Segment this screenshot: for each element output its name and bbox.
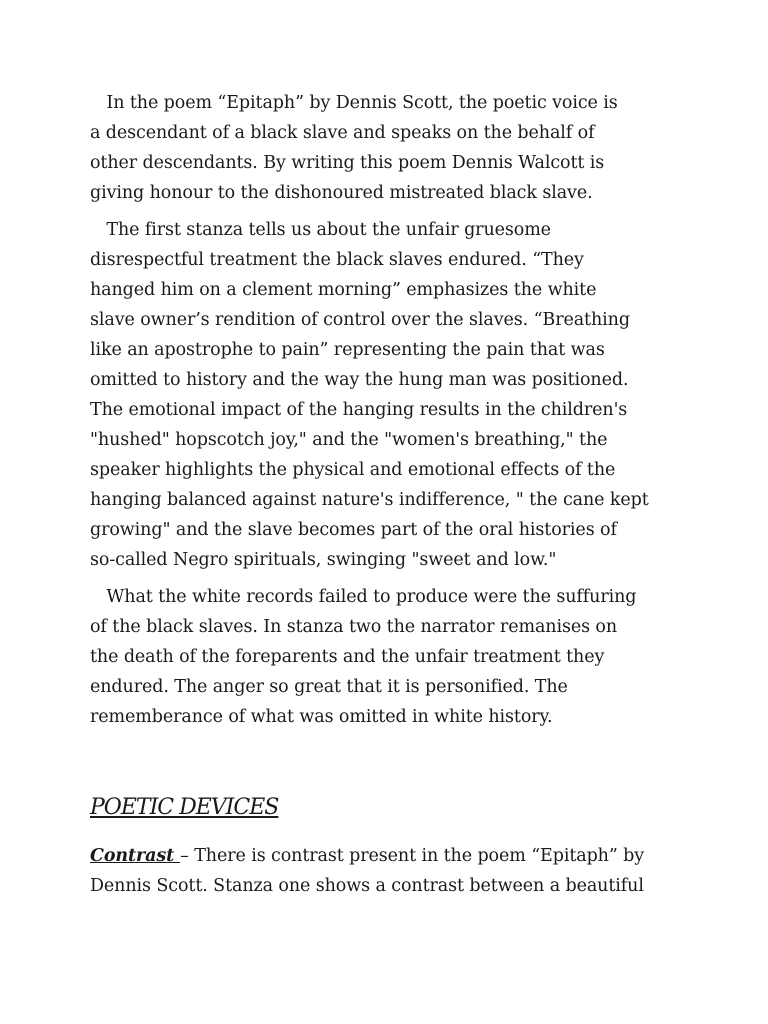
paragraph-2: [90, 215, 678, 575]
device-description: – There is contrast present in the poem “Epitaph” by: [180, 846, 645, 866]
text-line: speaker highlights the physical and emotional effects of the: [90, 460, 616, 480]
device-line: [90, 841, 678, 871]
text-line: hanging balanced against nature's indifference, " the cane kept: [90, 490, 649, 510]
text-line: of the black slaves. In stanza two the narrator remanises on: [90, 617, 618, 637]
device-term: Contrast: [90, 846, 181, 866]
text-line: slave owner’s rendition of control over the slaves. “Breathing: [90, 310, 630, 330]
device-entry: [90, 841, 678, 901]
essay-body: [90, 88, 678, 732]
text-line: like an apostrophe to pain” representing the pain that was: [90, 340, 605, 360]
text-line: growing" and the slave becomes part of the oral histories of: [90, 520, 617, 540]
text-line: the death of the foreparents and the unfair treatment they: [90, 647, 605, 667]
text-line: In the poem “Epitaph” by Dennis Scott, the poetic voice is: [90, 93, 618, 113]
text-line: What the white records failed to produce were the suffuring: [90, 587, 637, 607]
text-line: "hushed" hopscotch joy," and the "women's breathing," the: [90, 430, 608, 450]
text-line: disrespectful treatment the black slaves endured. “They: [90, 250, 584, 270]
text-line: giving honour to the dishonoured mistreated black slave.: [90, 183, 593, 203]
text-line: The first stanza tells us about the unfair gruesome: [90, 220, 551, 240]
text-line: endured. The anger so great that it is personified. The: [90, 677, 568, 697]
paragraph-1: [90, 88, 678, 208]
section-heading: POETIC DEVICES: [90, 795, 279, 820]
text-line: rememberance of what was omitted in white history.: [90, 707, 553, 727]
text-line: a descendant of a black slave and speaks on the behalf of: [90, 123, 595, 143]
device-line: Dennis Scott. Stanza one shows a contrast between a beautiful: [90, 876, 644, 896]
text-line: so-called Negro spirituals, swinging "sweet and low.": [90, 550, 557, 570]
text-line: hanged him on a clement morning” emphasizes the white: [90, 280, 597, 300]
text-line: omitted to history and the way the hung man was positioned.: [90, 370, 629, 390]
paragraph-3: [90, 582, 678, 732]
text-line: other descendants. By writing this poem Dennis Walcott is: [90, 153, 605, 173]
text-line: The emotional impact of the hanging results in the children's: [90, 400, 628, 420]
